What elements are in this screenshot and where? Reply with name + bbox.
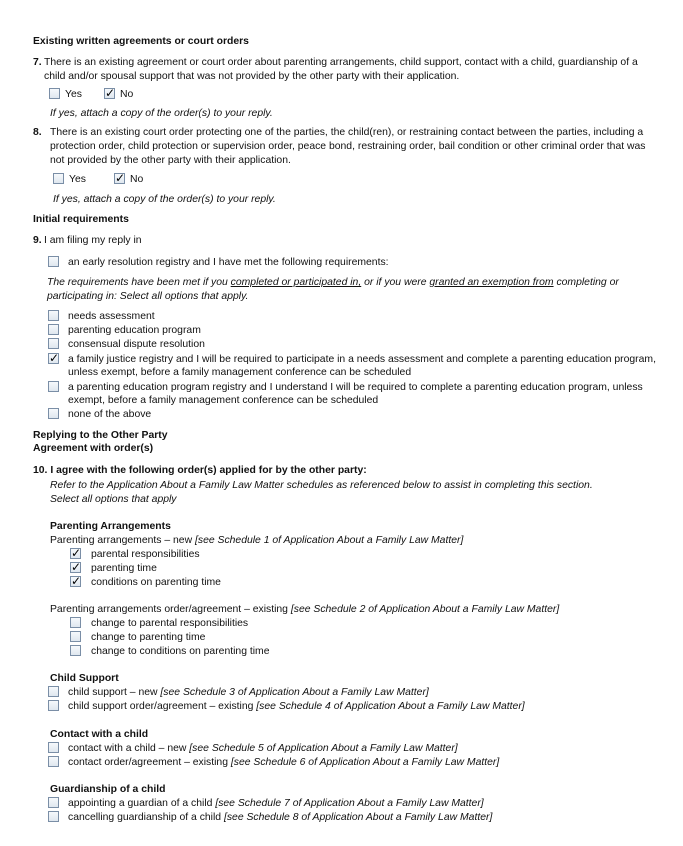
section-heading-replying: Replying to the Other Party [33,430,168,441]
consensual-dispute-label: consensual dispute resolution [68,339,205,350]
child-support-heading: Child Support [50,673,119,684]
needs-assessment-checkbox[interactable] [48,310,59,321]
change-conditions-checkbox[interactable] [70,645,81,656]
section-heading-existing-orders: Existing written agreements or court orders [33,36,249,47]
consensual-dispute-checkbox[interactable] [48,338,59,349]
q7-no-label: No [120,89,134,100]
family-justice-registry-checkbox[interactable] [48,353,59,364]
requirements-note-line1: The requirements have been met if you completed or participated in, or if you were granted an exemption from completing or [47,277,619,288]
parenting-time-checkbox[interactable] [70,562,81,573]
change-parental-responsibilities-label: change to parental responsibilities [91,618,249,629]
q7-note: If yes, attach a copy of the order(s) to your reply. [50,108,273,119]
guardianship-heading: Guardianship of a child [50,784,166,795]
q8-note: If yes, attach a copy of the order(s) to your reply. [53,194,276,205]
needs-assessment-label: needs assessment [68,311,155,322]
exemption-underline: granted an exemption from [429,277,554,288]
contact-existing-label: contact order/agreement – existing [see Schedule 6 of Application About a Family Law Matter] [68,757,500,768]
cancel-guardianship-label: cancelling guardianship of a child [see Schedule 8 of Application About a Family Law Matter] [68,812,493,823]
subheading-agreement: Agreement with order(s) [33,443,154,454]
contact-new-label: contact with a child – new [see Schedule 5 of Application About a Family Law Matter] [68,743,458,754]
q8-yes-label: Yes [69,174,86,185]
q9-intro: I am filing my reply in [44,235,142,246]
parenting-education-label: parenting education program [68,325,201,336]
q10-note-line2: Select all options that apply [50,494,177,505]
child-support-existing-label: child support order/agreement – existing [see Schedule 4 of Application About a Family Law Matter] [68,701,525,712]
early-resolution-checkbox[interactable] [48,256,59,267]
parenting-education-registry-checkbox[interactable] [48,381,59,392]
parenting-new-line: Parenting arrangements – new [see Schedule 1 of Application About a Family Law Matter] [50,535,464,546]
q8-yes-checkbox[interactable] [53,173,64,184]
q8-no-checkbox[interactable] [114,173,125,184]
q8-number: 8. [33,127,42,138]
child-support-new-checkbox[interactable] [48,686,59,697]
q7-no-checkbox[interactable] [104,88,115,99]
conditions-parenting-time-checkbox[interactable] [70,576,81,587]
section-heading-initial-requirements: Initial requirements [33,214,129,225]
parenting-education-checkbox[interactable] [48,324,59,335]
q7-yes-checkbox[interactable] [49,88,60,99]
requirements-note-line2: participating in: Select all options that apply. [47,291,249,302]
contact-existing-checkbox[interactable] [48,756,59,767]
parental-responsibilities-label: parental responsibilities [91,549,200,560]
early-resolution-label: an early resolution registry and I have met the following requirements: [68,257,389,268]
contact-new-checkbox[interactable] [48,742,59,753]
appoint-guardian-label: appointing a guardian of a child [see Schedule 7 of Application About a Family Law Matter] [68,798,484,809]
contact-child-heading: Contact with a child [50,729,149,740]
family-justice-line2: unless exempt, before a family management conference can be scheduled [68,367,412,378]
child-support-new-label: child support – new [see Schedule 3 of Application About a Family Law Matter] [68,687,429,698]
appoint-guardian-checkbox[interactable] [48,797,59,808]
child-support-existing-checkbox[interactable] [48,700,59,711]
cancel-guardianship-checkbox[interactable] [48,811,59,822]
parenting-time-label: parenting time [91,563,157,574]
q7-text-line2: child and/or spousal support that was not provided by the other party with their application. [44,71,460,82]
parenting-education-registry-line2: exempt, before a family management conference can be scheduled [68,395,379,406]
change-parental-responsibilities-checkbox[interactable] [70,617,81,628]
parental-responsibilities-checkbox[interactable] [70,548,81,559]
none-of-above-label: none of the above [68,409,152,420]
change-parenting-time-checkbox[interactable] [70,631,81,642]
q9-number: 9. [33,235,42,246]
q7-yes-label: Yes [65,89,82,100]
q10-title: 10. I agree with the following order(s) applied for by the other party: [33,465,367,476]
family-justice-line1: a family justice registry and I will be required to participate in a needs assessment and complete a parenting education program, [68,354,656,365]
q8-text-line2: protection order, child protection or supervision order, peace bond, restraining order, bail condition or other criminal order that was [50,141,646,152]
q10-note-line1: Refer to the Application About a Family Law Matter schedules as referenced below to assist in completing this section. [50,480,593,491]
q8-no-label: No [130,174,144,185]
parenting-education-registry-line1: a parenting education program registry and I understand I will be required to complete a parenting education program, unless [68,382,643,393]
conditions-parenting-time-label: conditions on parenting time [91,577,221,588]
q7-text-line1: There is an existing agreement or court order about parenting arrangements, child support, contact with a child, guardianship of a [44,57,638,68]
q8-text-line3: not provided by the other party with their application. [50,155,291,166]
q7-number: 7. [33,57,42,68]
change-conditions-label: change to conditions on parenting time [91,646,270,657]
parenting-existing-line: Parenting arrangements order/agreement – existing [see Schedule 2 of Application About a Family Law Matter] [50,604,560,615]
change-parenting-time-label: change to parenting time [91,632,206,643]
q8-text-line1: There is an existing court order protecting one of the parties, the child(ren), or restraining contact between the parties, including a [50,127,644,138]
completed-underline: completed or participated in, [230,277,362,288]
parenting-arrangements-heading: Parenting Arrangements [50,521,171,532]
none-of-above-checkbox[interactable] [48,408,59,419]
